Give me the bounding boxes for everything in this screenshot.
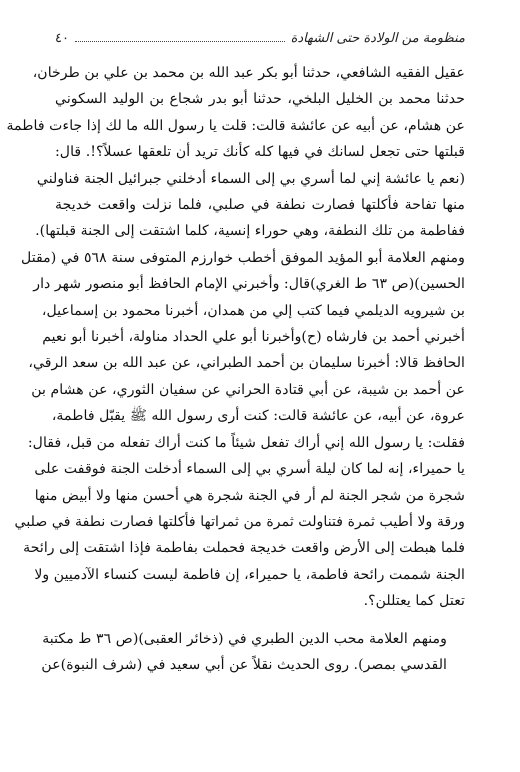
page-body bbox=[6, 60, 465, 678]
text-line: القدسي بمصر). روى الحديث نقلاً عن أبي سعيد في (شرف النبوة)عن bbox=[41, 656, 447, 673]
text-line: فقلت: يا رسول الله إني أراك تفعل شيئاً ما كنت أراك تفعله من قبل، فقال: bbox=[27, 434, 465, 451]
text-line: قبلتها حتى تجعل لسانك في فيها كله كأنك تريد أن تلعقها عسلاً؟!. قال: bbox=[55, 144, 465, 161]
text-line: فلما هبطت إلى الأرض واقعت خديجة فحملت بفاطمة فإذا اشتقت إلى رائحة bbox=[23, 540, 465, 557]
text-line: عروة، عن أبيه، عن عائشة قالت: كنت أرى رسول الله ﷺ يقبّل فاطمة، bbox=[51, 408, 465, 425]
header-dotted-rule bbox=[75, 41, 285, 42]
header-title: منظومة من الولادة حتى الشهادة bbox=[290, 31, 465, 46]
text-line: يا حميراء، إنه لما كان ليلة أسري بي إلى السماء أدخلت الجنة فوقفت على bbox=[34, 461, 465, 478]
text-line: عن أحمد بن شيبة، عن أبي قتادة الحراني عن سفيان الثوري، عن هشام بن bbox=[31, 381, 465, 398]
text-line: منها تفاحة فأكلتها فصارت نطفة في صلبي، فلما نزلت واقعت خديجة bbox=[55, 197, 465, 214]
text-line: الحافظ قالا: أخبرنا سليمان بن أحمد الطبراني، عن عبد الله بن سعد الرقي، bbox=[28, 355, 465, 372]
paragraph bbox=[41, 626, 465, 679]
text-line: الحسين)(ص ٦٣ ط الغري)قال: وأخبرني الإمام الحافظ أبو منصور شهر دار bbox=[33, 276, 465, 293]
text-line: شجرة من شجر الجنة لم أر في الجنة شجرة هي أحسن منها ولا أبيض منها bbox=[34, 487, 465, 504]
text-line: ومنهم العلامة أبو المؤيد الموفق أخطب خوارزم المتوفى سنة ٥٦٨ في (مقتل bbox=[20, 249, 465, 266]
text-line: أخبرني أحمد بن فارشاه (ح)وأخبرنا أبو علي الحداد مناولة، أخبرنا أبو نعيم bbox=[42, 329, 465, 346]
text-line: عن هشام، عن أبيه عن عائشة قالت: قلت يا رسول الله ما لك إذا جاءت فاطمة bbox=[6, 117, 465, 134]
text-line: ورقة ولا أطيب ثمرة فتناولت ثمرة من ثمراتها فأكلتها فصارت نطفة في صلبي bbox=[14, 513, 465, 530]
text-line: ومنهم العلامة محب الدين الطبري في (ذخائر العقبى)(ص ٣٦ ط مكتبة bbox=[42, 630, 447, 647]
text-line: حدثنا محمد بن الخليل البلخي، حدثنا أبو بدر شجاع بن الوليد السكوني bbox=[55, 91, 465, 108]
running-header bbox=[55, 22, 465, 46]
text-line: بن شيرويه الديلمي فيما كتب إلي من همدان، أخبرنا محمود بن إسماعيل، bbox=[41, 302, 465, 319]
text-line: الجنة شممت رائحة فاطمة، يا حميراء، إن فاطمة ليست كنساء الآدميين ولا bbox=[34, 566, 465, 583]
text-line: (نعم يا عائشة إني لما أسري بي إلى السماء أدخلني جبرائيل الجنة فناولني bbox=[36, 170, 465, 187]
text-line: عقيل الفقيه الشافعي، حدثنا أبو بكر عبد الله بن محمد بن علي بن طرخان، bbox=[32, 65, 465, 81]
text-line: ففاطمة من تلك النطفة، وهي حوراء إنسية، كلما اشتقت إلى الجنة قبلتها). bbox=[35, 223, 465, 240]
page-number: ٤٠ bbox=[55, 31, 69, 46]
paragraph bbox=[6, 60, 465, 615]
text-line: تعتل كما يعتللن؟. bbox=[363, 593, 465, 610]
